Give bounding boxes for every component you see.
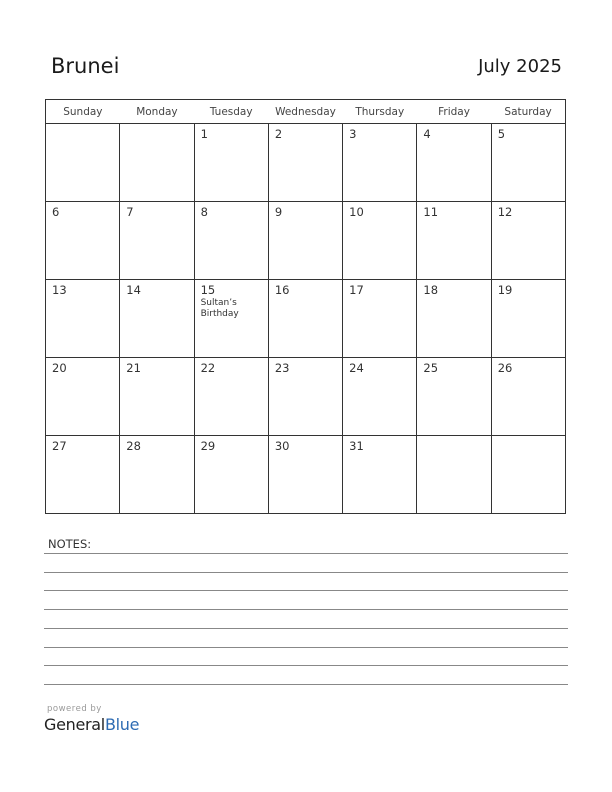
calendar-day-cell bbox=[194, 436, 268, 514]
weekday-wednesday: Wednesday bbox=[268, 100, 342, 124]
day-number: 29 bbox=[200, 439, 216, 453]
calendar-day-cell bbox=[46, 436, 120, 514]
calendar-day-cell bbox=[343, 436, 417, 514]
calendar-day-cell bbox=[268, 436, 342, 514]
calendar-day-cell bbox=[268, 124, 342, 202]
day-number: 27 bbox=[52, 439, 67, 453]
day-number: 31 bbox=[349, 439, 364, 453]
calendar-day-cell bbox=[417, 280, 491, 358]
weekday-header-row bbox=[46, 100, 566, 124]
calendar-day-cell bbox=[194, 202, 268, 280]
calendar-day-cell bbox=[46, 280, 120, 358]
calendar-day-cell bbox=[268, 202, 342, 280]
calendar-day-cell bbox=[120, 280, 194, 358]
country-title: Brunei bbox=[51, 54, 120, 78]
day-number: 13 bbox=[52, 283, 67, 297]
day-number: 14 bbox=[126, 283, 141, 297]
calendar-day-cell bbox=[194, 280, 268, 358]
note-line bbox=[44, 590, 568, 591]
calendar-day-cell bbox=[491, 280, 565, 358]
calendar-day-cell bbox=[417, 358, 491, 436]
calendar-grid bbox=[45, 99, 566, 514]
day-number: 7 bbox=[126, 205, 134, 219]
calendar-day-cell bbox=[491, 436, 565, 514]
day-number: 28 bbox=[126, 439, 141, 453]
day-number: 4 bbox=[423, 127, 431, 141]
weekday-tuesday: Tuesday bbox=[194, 100, 268, 124]
note-line bbox=[44, 665, 568, 666]
day-number: 17 bbox=[349, 283, 364, 297]
calendar-day-cell bbox=[343, 124, 417, 202]
calendar-day-cell bbox=[120, 358, 194, 436]
day-number: 24 bbox=[349, 361, 364, 375]
day-number: 6 bbox=[52, 205, 60, 219]
day-number: 21 bbox=[126, 361, 141, 375]
powered-by-text: powered by bbox=[47, 704, 102, 714]
weekday-monday: Monday bbox=[120, 100, 194, 124]
calendar-day-cell bbox=[120, 124, 194, 202]
day-number: 30 bbox=[274, 439, 290, 453]
calendar-body bbox=[46, 124, 566, 514]
day-number: 26 bbox=[497, 361, 513, 375]
calendar-day-cell bbox=[491, 202, 565, 280]
weekday-thursday: Thursday bbox=[343, 100, 417, 124]
day-number: 25 bbox=[423, 361, 439, 375]
calendar-day-cell bbox=[417, 124, 491, 202]
day-number: 10 bbox=[349, 205, 364, 219]
day-number: 5 bbox=[497, 127, 506, 141]
calendar-day-cell bbox=[46, 202, 120, 280]
calendar-day-cell bbox=[343, 280, 417, 358]
day-number: 3 bbox=[349, 127, 357, 141]
note-line bbox=[44, 684, 568, 685]
notes-label: NOTES: bbox=[48, 537, 92, 551]
calendar-week-row bbox=[46, 280, 566, 358]
day-number: 20 bbox=[52, 361, 67, 375]
calendar-day-cell bbox=[268, 280, 342, 358]
day-number: 1 bbox=[200, 127, 208, 141]
calendar-day-cell bbox=[46, 358, 120, 436]
day-number: 15 bbox=[200, 283, 216, 297]
calendar-day-cell bbox=[491, 124, 565, 202]
calendar-day-cell bbox=[194, 358, 268, 436]
calendar-week-row bbox=[46, 358, 566, 436]
day-number: 23 bbox=[274, 361, 290, 375]
brand-general: General bbox=[44, 715, 105, 734]
calendar-day-cell bbox=[491, 358, 565, 436]
day-number: 22 bbox=[200, 361, 216, 375]
calendar-week-row bbox=[46, 202, 566, 280]
calendar-day-cell bbox=[120, 436, 194, 514]
month-title: July 2025 bbox=[478, 56, 562, 77]
calendar-day-cell bbox=[120, 202, 194, 280]
calendar-day-cell bbox=[194, 124, 268, 202]
day-number: 8 bbox=[200, 205, 208, 219]
holiday-label: Sultan’s Birthday bbox=[200, 297, 239, 320]
calendar-day-cell bbox=[343, 358, 417, 436]
weekday-friday: Friday bbox=[417, 100, 491, 124]
note-line bbox=[44, 647, 568, 648]
note-line bbox=[44, 553, 568, 554]
day-number: 9 bbox=[274, 205, 283, 219]
day-number: 18 bbox=[423, 283, 439, 297]
note-line bbox=[44, 609, 568, 610]
calendar-day-cell bbox=[417, 202, 491, 280]
note-line bbox=[44, 628, 568, 629]
day-number: 2 bbox=[274, 127, 283, 141]
calendar-week-row bbox=[46, 436, 566, 514]
day-number: 12 bbox=[497, 205, 513, 219]
day-number: 19 bbox=[497, 283, 513, 297]
brand-blue: Blue bbox=[104, 715, 140, 734]
calendar-week-row bbox=[46, 124, 566, 202]
calendar-day-cell bbox=[46, 124, 120, 202]
day-number: 11 bbox=[423, 205, 439, 219]
generalblue-logo bbox=[44, 704, 139, 734]
calendar-day-cell bbox=[343, 202, 417, 280]
note-line bbox=[44, 572, 568, 573]
calendar-day-cell bbox=[417, 436, 491, 514]
weekday-saturday: Saturday bbox=[491, 100, 565, 124]
calendar-day-cell bbox=[268, 358, 342, 436]
weekday-sunday: Sunday bbox=[46, 100, 120, 124]
day-number: 16 bbox=[274, 283, 290, 297]
brand-name bbox=[44, 715, 139, 734]
